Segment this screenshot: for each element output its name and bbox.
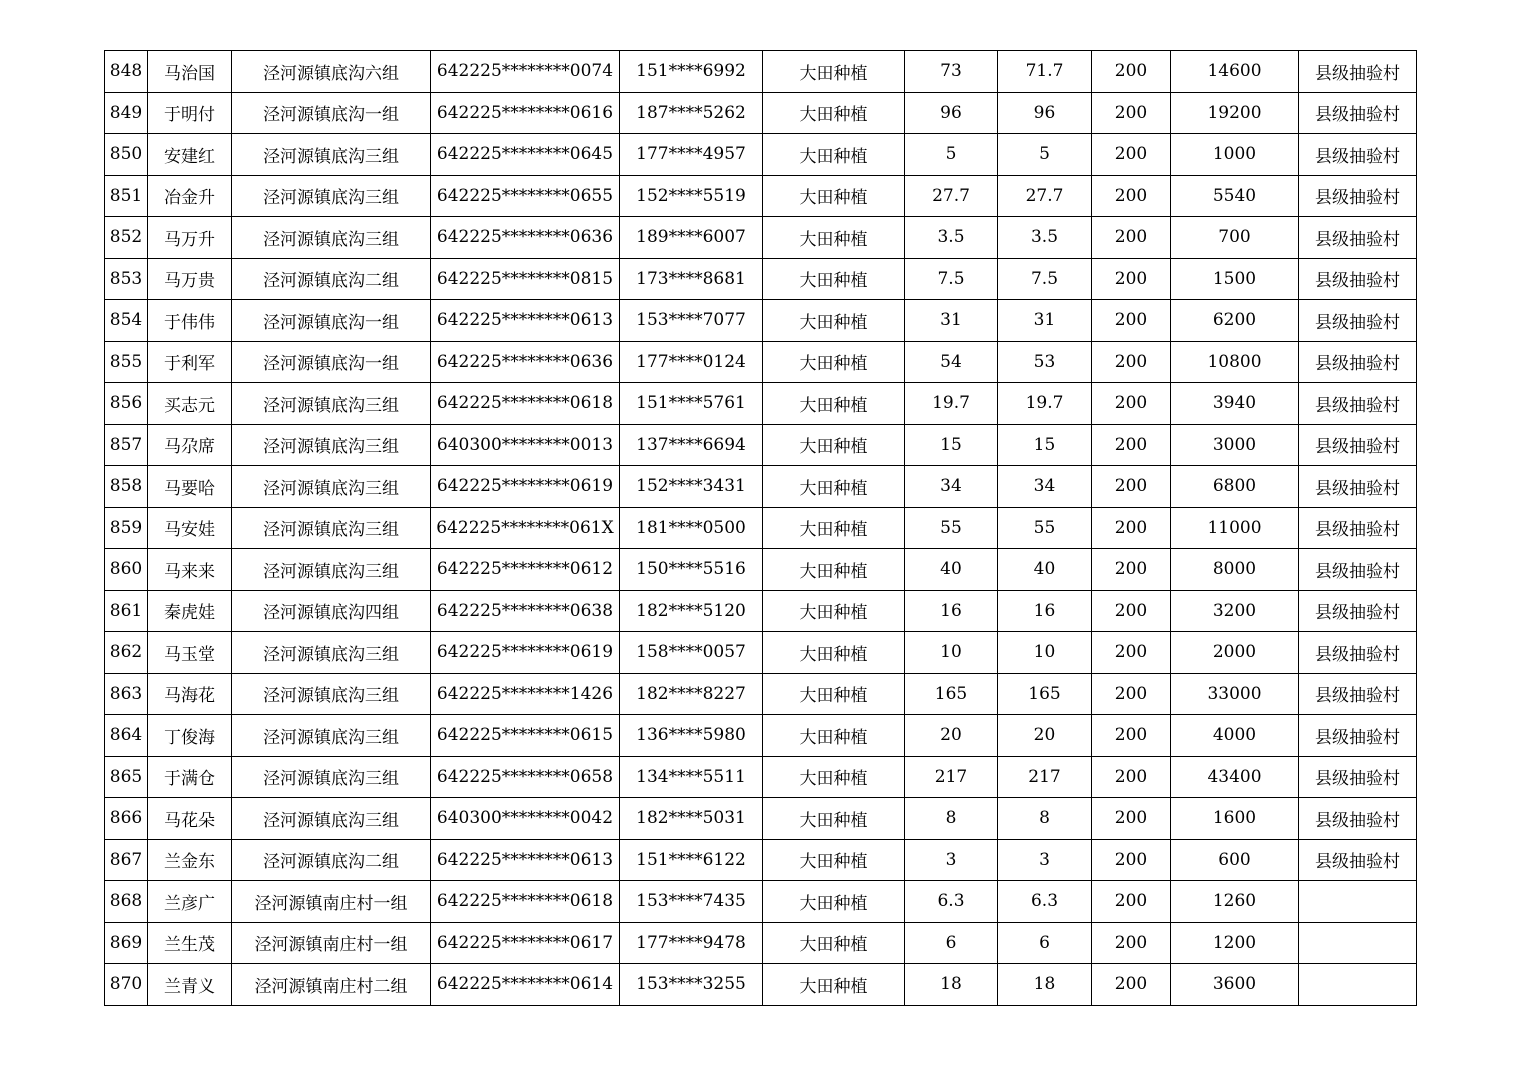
cell-category: 大田种植 bbox=[763, 632, 905, 674]
cell-rate: 200 bbox=[1092, 217, 1171, 259]
cell-category: 大田种植 bbox=[763, 507, 905, 549]
table-row bbox=[105, 424, 1417, 466]
cell-category: 大田种植 bbox=[763, 341, 905, 383]
cell-index: 854 bbox=[105, 300, 148, 342]
cell-phone: 136****5980 bbox=[620, 715, 763, 757]
cell-amount: 3940 bbox=[1171, 383, 1299, 425]
cell-category: 大田种植 bbox=[763, 798, 905, 840]
table-row bbox=[105, 51, 1417, 93]
cell-address: 泾河源镇底沟二组 bbox=[232, 258, 431, 300]
cell-address: 泾河源镇底沟一组 bbox=[232, 300, 431, 342]
cell-index: 862 bbox=[105, 632, 148, 674]
cell-phone: 182****5120 bbox=[620, 590, 763, 632]
cell-area-declared: 10 bbox=[905, 632, 998, 674]
cell-name: 丁俊海 bbox=[148, 715, 232, 757]
cell-id-number: 642225********0658 bbox=[431, 756, 620, 798]
cell-note: 县级抽验村 bbox=[1299, 92, 1417, 134]
cell-area-declared: 3 bbox=[905, 839, 998, 881]
cell-note: 县级抽验村 bbox=[1299, 341, 1417, 383]
cell-id-number: 642225********0638 bbox=[431, 590, 620, 632]
cell-category: 大田种植 bbox=[763, 673, 905, 715]
cell-phone: 173****8681 bbox=[620, 258, 763, 300]
cell-area-verified: 217 bbox=[998, 756, 1092, 798]
cell-id-number: 642225********0615 bbox=[431, 715, 620, 757]
cell-area-declared: 96 bbox=[905, 92, 998, 134]
cell-phone: 187****5262 bbox=[620, 92, 763, 134]
cell-phone: 177****0124 bbox=[620, 341, 763, 383]
cell-note bbox=[1299, 922, 1417, 964]
cell-name: 兰彦广 bbox=[148, 881, 232, 923]
cell-phone: 151****5761 bbox=[620, 383, 763, 425]
cell-index: 869 bbox=[105, 922, 148, 964]
cell-note: 县级抽验村 bbox=[1299, 798, 1417, 840]
cell-address: 泾河源镇底沟三组 bbox=[232, 673, 431, 715]
cell-index: 859 bbox=[105, 507, 148, 549]
cell-name: 马万升 bbox=[148, 217, 232, 259]
cell-area-verified: 18 bbox=[998, 964, 1092, 1006]
cell-phone: 134****5511 bbox=[620, 756, 763, 798]
cell-amount: 3000 bbox=[1171, 424, 1299, 466]
cell-index: 868 bbox=[105, 881, 148, 923]
cell-note: 县级抽验村 bbox=[1299, 632, 1417, 674]
cell-area-declared: 27.7 bbox=[905, 175, 998, 217]
cell-amount: 19200 bbox=[1171, 92, 1299, 134]
cell-amount: 6200 bbox=[1171, 300, 1299, 342]
table-body bbox=[105, 51, 1417, 1006]
cell-id-number: 642225********0619 bbox=[431, 466, 620, 508]
cell-amount: 3200 bbox=[1171, 590, 1299, 632]
cell-area-verified: 20 bbox=[998, 715, 1092, 757]
table-row bbox=[105, 466, 1417, 508]
cell-address: 泾河源镇底沟三组 bbox=[232, 507, 431, 549]
table-row bbox=[105, 258, 1417, 300]
cell-index: 864 bbox=[105, 715, 148, 757]
cell-phone: 153****7077 bbox=[620, 300, 763, 342]
cell-phone: 152****5519 bbox=[620, 175, 763, 217]
cell-index: 858 bbox=[105, 466, 148, 508]
cell-area-verified: 71.7 bbox=[998, 51, 1092, 93]
cell-address: 泾河源镇底沟三组 bbox=[232, 549, 431, 591]
cell-area-declared: 73 bbox=[905, 51, 998, 93]
cell-area-declared: 16 bbox=[905, 590, 998, 632]
cell-area-declared: 34 bbox=[905, 466, 998, 508]
cell-amount: 600 bbox=[1171, 839, 1299, 881]
cell-phone: 151****6992 bbox=[620, 51, 763, 93]
cell-id-number: 642225********0815 bbox=[431, 258, 620, 300]
cell-note: 县级抽验村 bbox=[1299, 507, 1417, 549]
cell-amount: 2000 bbox=[1171, 632, 1299, 674]
cell-rate: 200 bbox=[1092, 715, 1171, 757]
cell-index: 850 bbox=[105, 134, 148, 176]
cell-amount: 14600 bbox=[1171, 51, 1299, 93]
cell-amount: 5540 bbox=[1171, 175, 1299, 217]
cell-area-verified: 34 bbox=[998, 466, 1092, 508]
cell-rate: 200 bbox=[1092, 466, 1171, 508]
cell-index: 852 bbox=[105, 217, 148, 259]
table-row bbox=[105, 507, 1417, 549]
cell-area-declared: 20 bbox=[905, 715, 998, 757]
cell-name: 于伟伟 bbox=[148, 300, 232, 342]
table-row bbox=[105, 383, 1417, 425]
cell-name: 马安娃 bbox=[148, 507, 232, 549]
cell-amount: 3600 bbox=[1171, 964, 1299, 1006]
cell-category: 大田种植 bbox=[763, 922, 905, 964]
cell-address: 泾河源镇底沟三组 bbox=[232, 715, 431, 757]
cell-area-declared: 6 bbox=[905, 922, 998, 964]
cell-category: 大田种植 bbox=[763, 964, 905, 1006]
cell-amount: 1200 bbox=[1171, 922, 1299, 964]
cell-index: 855 bbox=[105, 341, 148, 383]
cell-id-number: 642225********061X bbox=[431, 507, 620, 549]
table-row bbox=[105, 715, 1417, 757]
cell-rate: 200 bbox=[1092, 964, 1171, 1006]
cell-name: 兰青义 bbox=[148, 964, 232, 1006]
cell-phone: 182****5031 bbox=[620, 798, 763, 840]
cell-address: 泾河源镇底沟三组 bbox=[232, 798, 431, 840]
cell-phone: 181****0500 bbox=[620, 507, 763, 549]
cell-index: 849 bbox=[105, 92, 148, 134]
cell-area-verified: 5 bbox=[998, 134, 1092, 176]
cell-address: 泾河源镇底沟三组 bbox=[232, 424, 431, 466]
cell-rate: 200 bbox=[1092, 51, 1171, 93]
cell-area-verified: 15 bbox=[998, 424, 1092, 466]
cell-name: 于利军 bbox=[148, 341, 232, 383]
cell-name: 兰生茂 bbox=[148, 922, 232, 964]
cell-amount: 10800 bbox=[1171, 341, 1299, 383]
cell-index: 857 bbox=[105, 424, 148, 466]
cell-name: 兰金东 bbox=[148, 839, 232, 881]
cell-note: 县级抽验村 bbox=[1299, 756, 1417, 798]
cell-note bbox=[1299, 964, 1417, 1006]
cell-category: 大田种植 bbox=[763, 258, 905, 300]
cell-phone: 177****9478 bbox=[620, 922, 763, 964]
table-row bbox=[105, 341, 1417, 383]
cell-address: 泾河源镇底沟三组 bbox=[232, 632, 431, 674]
cell-category: 大田种植 bbox=[763, 590, 905, 632]
cell-id-number: 642225********0618 bbox=[431, 881, 620, 923]
cell-area-verified: 6.3 bbox=[998, 881, 1092, 923]
cell-area-verified: 165 bbox=[998, 673, 1092, 715]
cell-note: 县级抽验村 bbox=[1299, 424, 1417, 466]
cell-address: 泾河源镇底沟三组 bbox=[232, 383, 431, 425]
cell-area-verified: 6 bbox=[998, 922, 1092, 964]
cell-index: 863 bbox=[105, 673, 148, 715]
cell-name: 马治国 bbox=[148, 51, 232, 93]
cell-address: 泾河源镇底沟三组 bbox=[232, 756, 431, 798]
cell-address: 泾河源镇底沟二组 bbox=[232, 839, 431, 881]
table-row bbox=[105, 92, 1417, 134]
table-row bbox=[105, 756, 1417, 798]
cell-name: 秦虎娃 bbox=[148, 590, 232, 632]
cell-category: 大田种植 bbox=[763, 715, 905, 757]
table-row bbox=[105, 964, 1417, 1006]
cell-area-declared: 54 bbox=[905, 341, 998, 383]
cell-rate: 200 bbox=[1092, 632, 1171, 674]
table-row bbox=[105, 175, 1417, 217]
cell-rate: 200 bbox=[1092, 839, 1171, 881]
cell-phone: 137****6694 bbox=[620, 424, 763, 466]
cell-address: 泾河源镇底沟三组 bbox=[232, 217, 431, 259]
cell-category: 大田种植 bbox=[763, 175, 905, 217]
cell-note: 县级抽验村 bbox=[1299, 839, 1417, 881]
cell-category: 大田种植 bbox=[763, 466, 905, 508]
cell-rate: 200 bbox=[1092, 134, 1171, 176]
cell-category: 大田种植 bbox=[763, 300, 905, 342]
cell-rate: 200 bbox=[1092, 424, 1171, 466]
cell-amount: 8000 bbox=[1171, 549, 1299, 591]
cell-note: 县级抽验村 bbox=[1299, 590, 1417, 632]
cell-amount: 6800 bbox=[1171, 466, 1299, 508]
table-row bbox=[105, 922, 1417, 964]
cell-amount: 11000 bbox=[1171, 507, 1299, 549]
cell-name: 于满仓 bbox=[148, 756, 232, 798]
cell-id-number: 642225********1426 bbox=[431, 673, 620, 715]
cell-rate: 200 bbox=[1092, 175, 1171, 217]
cell-address: 泾河源镇底沟三组 bbox=[232, 466, 431, 508]
cell-area-verified: 27.7 bbox=[998, 175, 1092, 217]
cell-category: 大田种植 bbox=[763, 383, 905, 425]
cell-phone: 153****7435 bbox=[620, 881, 763, 923]
table-row bbox=[105, 798, 1417, 840]
cell-rate: 200 bbox=[1092, 881, 1171, 923]
cell-phone: 177****4957 bbox=[620, 134, 763, 176]
table-row bbox=[105, 839, 1417, 881]
cell-note: 县级抽验村 bbox=[1299, 466, 1417, 508]
cell-name: 冶金升 bbox=[148, 175, 232, 217]
cell-rate: 200 bbox=[1092, 590, 1171, 632]
cell-area-declared: 55 bbox=[905, 507, 998, 549]
cell-area-declared: 15 bbox=[905, 424, 998, 466]
cell-area-verified: 10 bbox=[998, 632, 1092, 674]
cell-rate: 200 bbox=[1092, 922, 1171, 964]
cell-rate: 200 bbox=[1092, 341, 1171, 383]
cell-area-declared: 7.5 bbox=[905, 258, 998, 300]
cell-name: 马玉堂 bbox=[148, 632, 232, 674]
cell-amount: 1500 bbox=[1171, 258, 1299, 300]
cell-category: 大田种植 bbox=[763, 839, 905, 881]
cell-rate: 200 bbox=[1092, 756, 1171, 798]
table-row bbox=[105, 300, 1417, 342]
cell-name: 买志元 bbox=[148, 383, 232, 425]
cell-index: 865 bbox=[105, 756, 148, 798]
cell-id-number: 642225********0655 bbox=[431, 175, 620, 217]
cell-amount: 4000 bbox=[1171, 715, 1299, 757]
cell-address: 泾河源镇底沟一组 bbox=[232, 341, 431, 383]
cell-note bbox=[1299, 881, 1417, 923]
cell-category: 大田种植 bbox=[763, 217, 905, 259]
cell-category: 大田种植 bbox=[763, 92, 905, 134]
cell-area-declared: 18 bbox=[905, 964, 998, 1006]
cell-index: 866 bbox=[105, 798, 148, 840]
cell-phone: 182****8227 bbox=[620, 673, 763, 715]
cell-phone: 152****3431 bbox=[620, 466, 763, 508]
cell-id-number: 642225********0614 bbox=[431, 964, 620, 1006]
cell-rate: 200 bbox=[1092, 92, 1171, 134]
cell-area-declared: 6.3 bbox=[905, 881, 998, 923]
cell-address: 泾河源镇南庄村二组 bbox=[232, 964, 431, 1006]
cell-amount: 1000 bbox=[1171, 134, 1299, 176]
cell-note: 县级抽验村 bbox=[1299, 549, 1417, 591]
cell-id-number: 642225********0617 bbox=[431, 922, 620, 964]
cell-amount: 43400 bbox=[1171, 756, 1299, 798]
cell-name: 马花朵 bbox=[148, 798, 232, 840]
table-row bbox=[105, 632, 1417, 674]
cell-id-number: 642225********0612 bbox=[431, 549, 620, 591]
cell-area-verified: 16 bbox=[998, 590, 1092, 632]
cell-address: 泾河源镇南庄村一组 bbox=[232, 881, 431, 923]
cell-area-declared: 3.5 bbox=[905, 217, 998, 259]
subsidy-table bbox=[104, 50, 1417, 1006]
cell-area-verified: 8 bbox=[998, 798, 1092, 840]
table-row bbox=[105, 590, 1417, 632]
cell-address: 泾河源镇南庄村一组 bbox=[232, 922, 431, 964]
cell-address: 泾河源镇底沟三组 bbox=[232, 175, 431, 217]
cell-index: 853 bbox=[105, 258, 148, 300]
table-row bbox=[105, 217, 1417, 259]
cell-area-declared: 165 bbox=[905, 673, 998, 715]
cell-area-verified: 31 bbox=[998, 300, 1092, 342]
cell-id-number: 642225********0613 bbox=[431, 300, 620, 342]
cell-amount: 1600 bbox=[1171, 798, 1299, 840]
cell-rate: 200 bbox=[1092, 507, 1171, 549]
cell-note: 县级抽验村 bbox=[1299, 175, 1417, 217]
cell-index: 867 bbox=[105, 839, 148, 881]
cell-phone: 151****6122 bbox=[620, 839, 763, 881]
cell-id-number: 642225********0636 bbox=[431, 341, 620, 383]
cell-address: 泾河源镇底沟四组 bbox=[232, 590, 431, 632]
cell-index: 860 bbox=[105, 549, 148, 591]
cell-area-declared: 217 bbox=[905, 756, 998, 798]
cell-note: 县级抽验村 bbox=[1299, 217, 1417, 259]
table-row bbox=[105, 134, 1417, 176]
cell-area-verified: 53 bbox=[998, 341, 1092, 383]
cell-name: 马尕席 bbox=[148, 424, 232, 466]
cell-amount: 33000 bbox=[1171, 673, 1299, 715]
cell-name: 马来来 bbox=[148, 549, 232, 591]
cell-id-number: 642225********0619 bbox=[431, 632, 620, 674]
cell-name: 于明付 bbox=[148, 92, 232, 134]
table-row bbox=[105, 673, 1417, 715]
cell-index: 861 bbox=[105, 590, 148, 632]
cell-note: 县级抽验村 bbox=[1299, 258, 1417, 300]
cell-phone: 189****6007 bbox=[620, 217, 763, 259]
cell-rate: 200 bbox=[1092, 383, 1171, 425]
cell-rate: 200 bbox=[1092, 798, 1171, 840]
cell-phone: 153****3255 bbox=[620, 964, 763, 1006]
cell-id-number: 640300********0042 bbox=[431, 798, 620, 840]
cell-note: 县级抽验村 bbox=[1299, 134, 1417, 176]
cell-id-number: 642225********0074 bbox=[431, 51, 620, 93]
cell-note: 县级抽验村 bbox=[1299, 300, 1417, 342]
cell-address: 泾河源镇底沟一组 bbox=[232, 92, 431, 134]
cell-address: 泾河源镇底沟六组 bbox=[232, 51, 431, 93]
cell-area-declared: 40 bbox=[905, 549, 998, 591]
cell-rate: 200 bbox=[1092, 549, 1171, 591]
cell-area-verified: 96 bbox=[998, 92, 1092, 134]
cell-rate: 200 bbox=[1092, 258, 1171, 300]
cell-name: 马万贵 bbox=[148, 258, 232, 300]
cell-address: 泾河源镇底沟三组 bbox=[232, 134, 431, 176]
cell-area-declared: 8 bbox=[905, 798, 998, 840]
cell-index: 870 bbox=[105, 964, 148, 1006]
cell-area-declared: 5 bbox=[905, 134, 998, 176]
cell-index: 851 bbox=[105, 175, 148, 217]
cell-amount: 700 bbox=[1171, 217, 1299, 259]
cell-id-number: 642225********0613 bbox=[431, 839, 620, 881]
cell-index: 856 bbox=[105, 383, 148, 425]
cell-category: 大田种植 bbox=[763, 51, 905, 93]
cell-index: 848 bbox=[105, 51, 148, 93]
cell-category: 大田种植 bbox=[763, 549, 905, 591]
cell-id-number: 642225********0645 bbox=[431, 134, 620, 176]
cell-area-declared: 31 bbox=[905, 300, 998, 342]
cell-category: 大田种植 bbox=[763, 756, 905, 798]
cell-name: 马海花 bbox=[148, 673, 232, 715]
cell-phone: 150****5516 bbox=[620, 549, 763, 591]
cell-phone: 158****0057 bbox=[620, 632, 763, 674]
cell-id-number: 640300********0013 bbox=[431, 424, 620, 466]
cell-note: 县级抽验村 bbox=[1299, 673, 1417, 715]
cell-area-declared: 19.7 bbox=[905, 383, 998, 425]
cell-rate: 200 bbox=[1092, 300, 1171, 342]
cell-name: 马要哈 bbox=[148, 466, 232, 508]
cell-rate: 200 bbox=[1092, 673, 1171, 715]
cell-area-verified: 7.5 bbox=[998, 258, 1092, 300]
cell-area-verified: 3.5 bbox=[998, 217, 1092, 259]
cell-id-number: 642225********0616 bbox=[431, 92, 620, 134]
cell-category: 大田种植 bbox=[763, 134, 905, 176]
cell-area-verified: 55 bbox=[998, 507, 1092, 549]
table-row bbox=[105, 549, 1417, 591]
cell-note: 县级抽验村 bbox=[1299, 383, 1417, 425]
cell-id-number: 642225********0636 bbox=[431, 217, 620, 259]
cell-area-verified: 40 bbox=[998, 549, 1092, 591]
cell-note: 县级抽验村 bbox=[1299, 715, 1417, 757]
cell-area-verified: 3 bbox=[998, 839, 1092, 881]
cell-id-number: 642225********0618 bbox=[431, 383, 620, 425]
cell-area-verified: 19.7 bbox=[998, 383, 1092, 425]
cell-name: 安建红 bbox=[148, 134, 232, 176]
cell-amount: 1260 bbox=[1171, 881, 1299, 923]
cell-category: 大田种植 bbox=[763, 881, 905, 923]
cell-category: 大田种植 bbox=[763, 424, 905, 466]
table-row bbox=[105, 881, 1417, 923]
cell-note: 县级抽验村 bbox=[1299, 51, 1417, 93]
